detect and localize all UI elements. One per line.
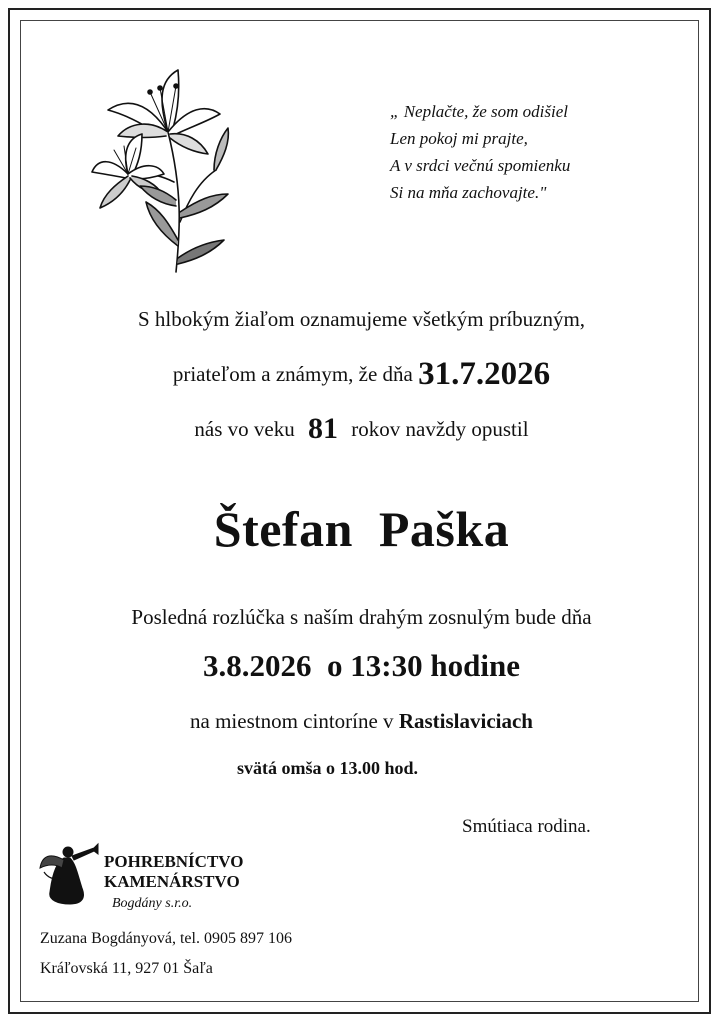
mass-time: svätá omša o 13.00 hod. (237, 758, 419, 778)
funeral-home-sro: Bogdány s.r.o. (112, 896, 193, 911)
announcement-line-1: S hlbokým žiaľom oznamujeme všetkým príbuzným, (137, 307, 586, 331)
poem-line: „ Neplačte, že som odišiel (390, 102, 569, 121)
age-prefix: nás vo veku (194, 417, 295, 441)
address-line: Kráľovská 11, 927 01 Šaľa (40, 960, 213, 977)
poem-line: A v srdci večnú spomienku (390, 156, 571, 175)
family-signature: Smútiaca rodina. (462, 816, 591, 837)
funeral-home-line-1: POHREBNÍCTVO (104, 852, 244, 871)
funeral-home-line-2: KAMENÁRSTVO (104, 872, 240, 891)
deceased-name: Štefan Paška (213, 501, 510, 557)
funeral-datetime: 3.8.2026 o 13:30 hodine (203, 648, 520, 683)
contact-line: Zuzana Bogdányová, tel. 0905 897 106 (40, 930, 292, 947)
death-date: 31.7.2026 (418, 356, 551, 392)
announcement-line-2 (30, 356, 693, 393)
lily-icon (88, 62, 238, 274)
funeral-place-prefix: na miestnom cintoríne v (190, 709, 399, 733)
poem-line: Si na mňa zachovajte." (390, 183, 547, 202)
funeral-intro: Posledná rozlúčka s naším drahým zosnulým bude dňa (131, 605, 592, 629)
angel-trumpet-icon (38, 842, 102, 906)
announcement-line-3 (30, 412, 693, 446)
funeral-place: Rastislaviciach (398, 709, 533, 733)
funeral-place-line (30, 709, 693, 734)
age-suffix: rokov navždy opustil (351, 417, 529, 441)
poem-line: Len pokoj mi prajte, (390, 129, 528, 148)
poem (390, 98, 570, 206)
funeral-home-name (104, 852, 243, 892)
age: 81 (308, 412, 338, 445)
announcement-line-2-text: priateľom a známym, že dňa (172, 362, 419, 386)
